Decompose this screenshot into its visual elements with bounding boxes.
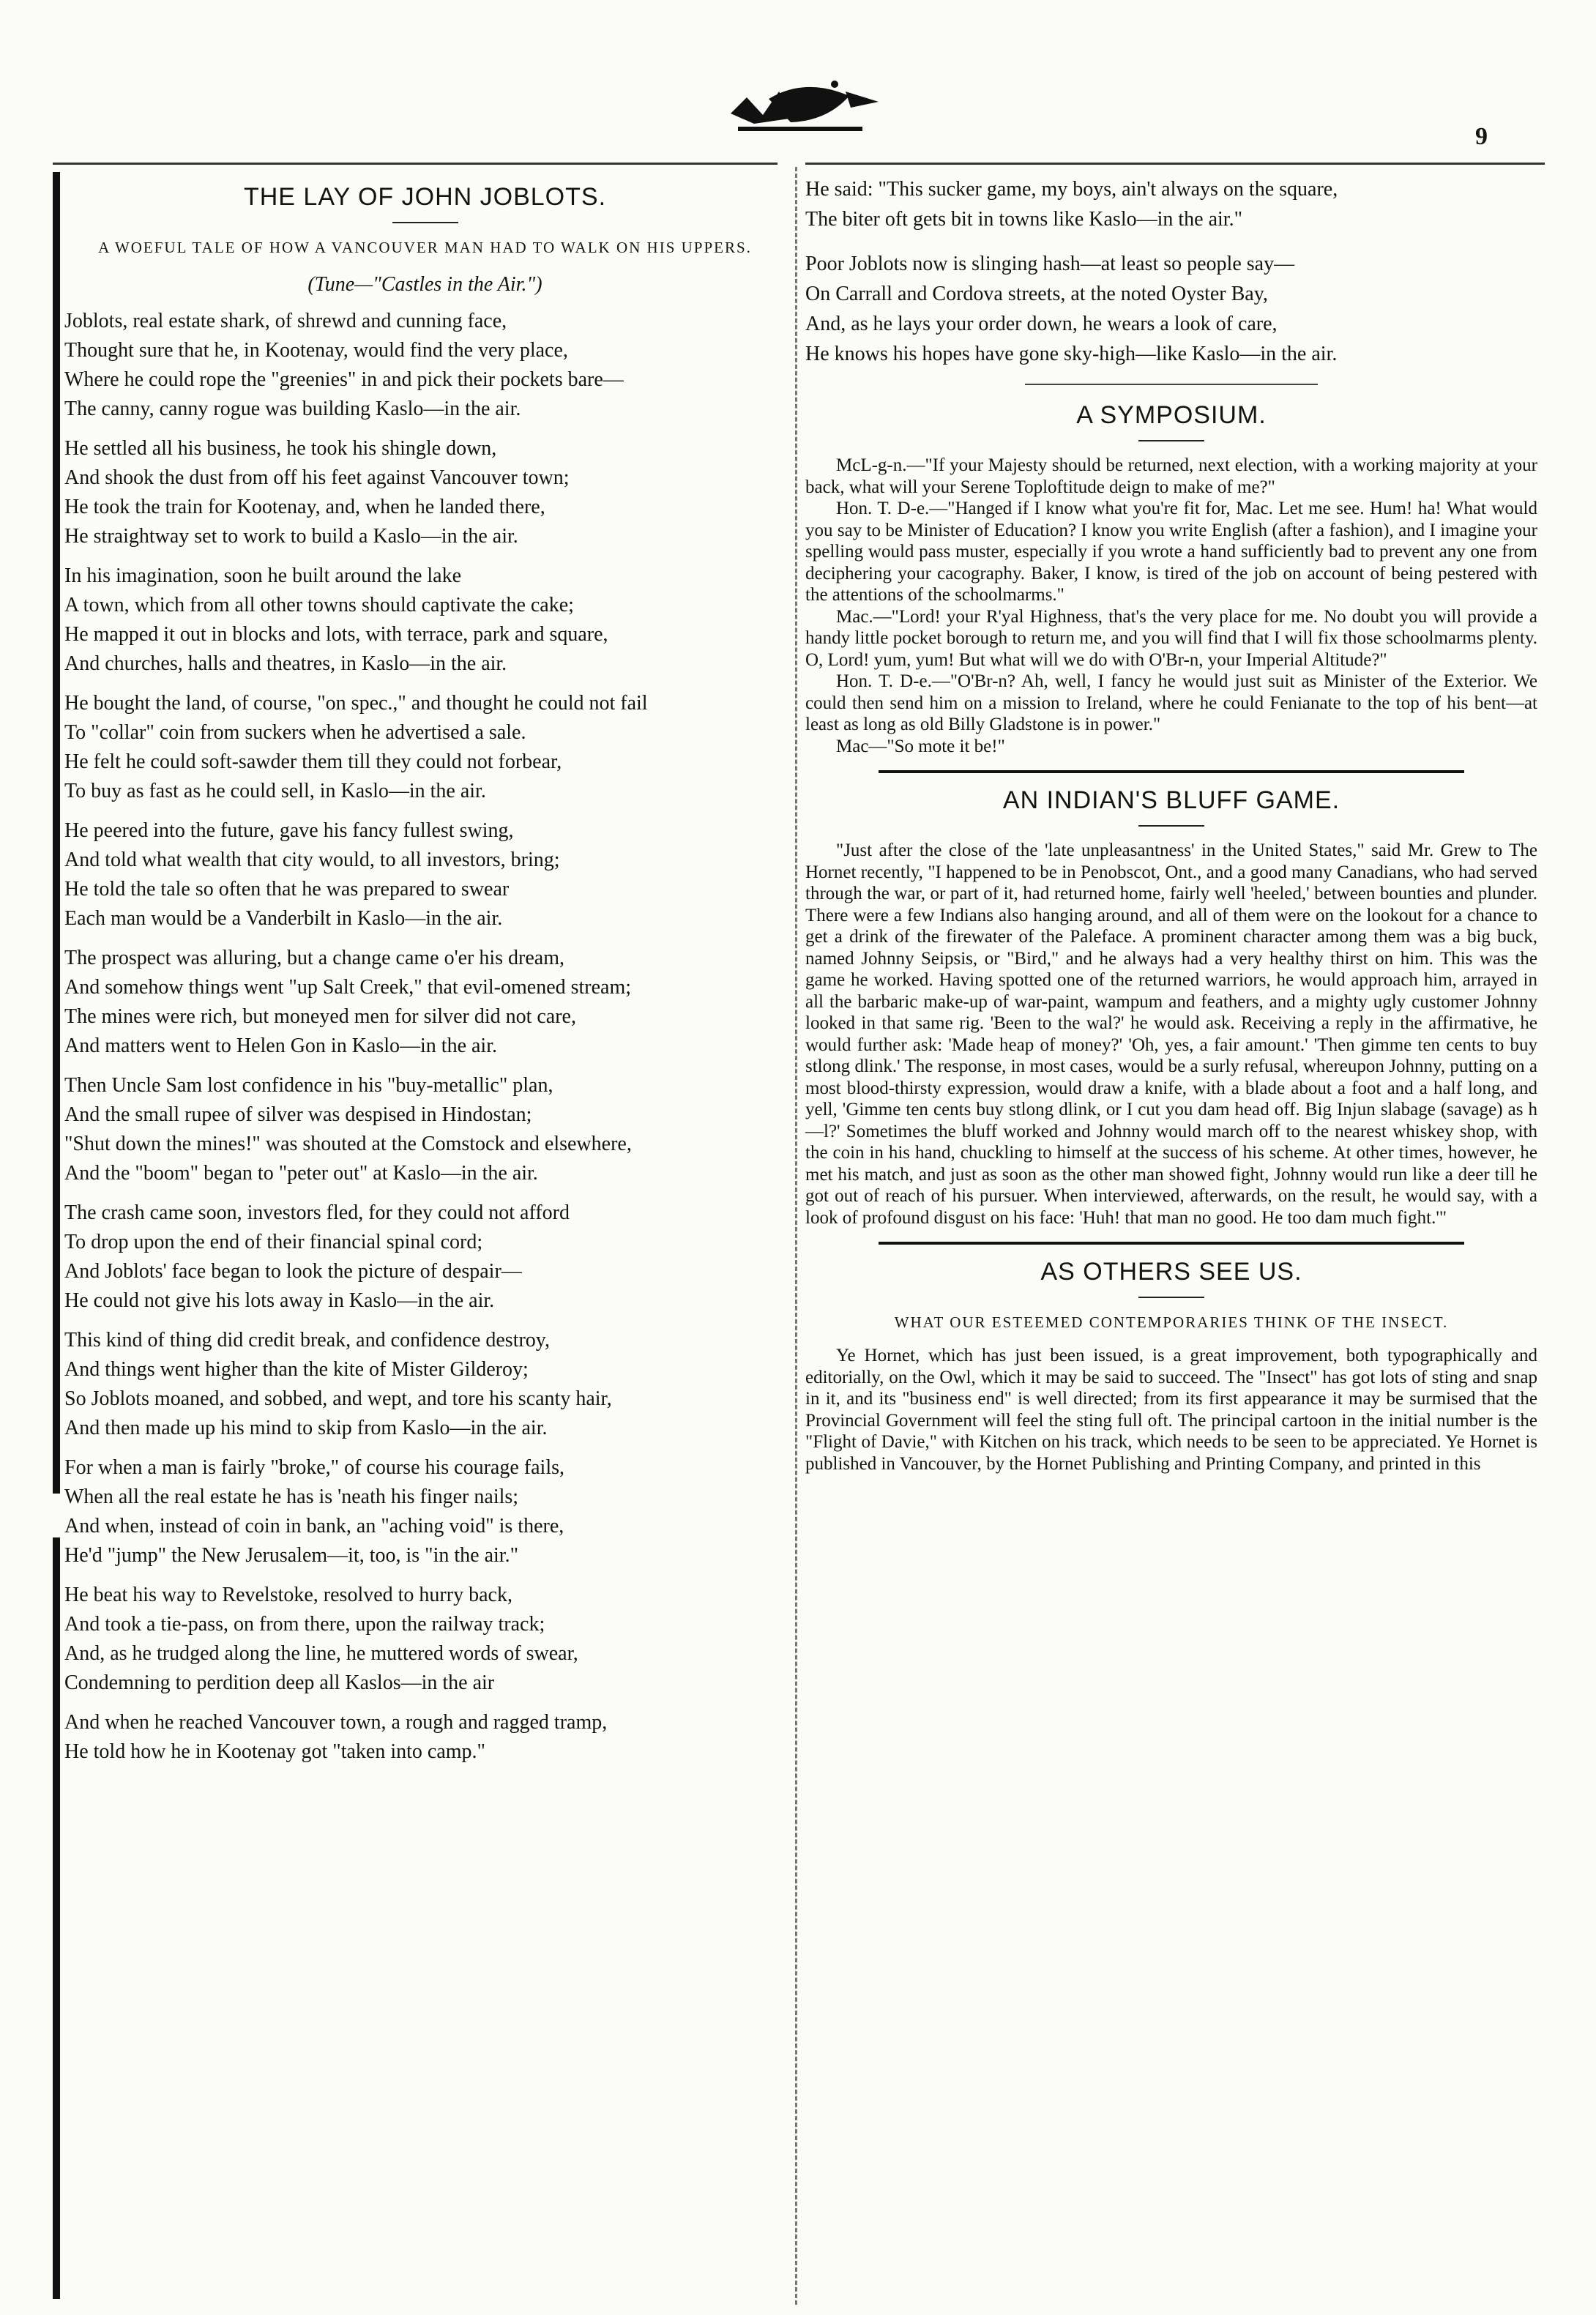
verse-line: He felt he could soft-sawder them till they could not forbear, xyxy=(64,750,562,773)
poem-stanza xyxy=(64,816,786,933)
verse-line: He could not give his lots away in Kaslo—in the air. xyxy=(64,1289,495,1312)
verse-line: And shook the dust from off his feet against Vancouver town; xyxy=(64,466,570,489)
verse-line: And, as he trudged along the line, he muttered words of swear, xyxy=(64,1642,578,1665)
verse-line: And told what wealth that city would, to all investors, bring; xyxy=(64,849,560,871)
poem-stanza xyxy=(64,1326,786,1443)
verse-line: This kind of thing did credit break, and confidence destroy, xyxy=(64,1329,550,1352)
section-rule xyxy=(1025,384,1318,385)
poem-stanza xyxy=(64,434,786,551)
verse-line: He told how he in Kootenay got "taken into camp." xyxy=(64,1740,485,1763)
right-column xyxy=(805,174,1537,1475)
verse-line: When all the real estate he has is 'neath his finger nails; xyxy=(64,1485,519,1508)
poem-continuation-stanza xyxy=(805,249,1537,369)
verse-line: He mapped it out in blocks and lots, with terrace, park and square, xyxy=(64,623,608,646)
poem-body xyxy=(64,307,786,1767)
verse-line: "Shut down the mines!" was shouted at the Comstock and elsewhere, xyxy=(64,1133,632,1155)
poem-stanza xyxy=(64,1581,786,1698)
verse-line: He said: "This sucker game, my boys, ain't always on the square, xyxy=(805,178,1338,201)
verse-line: The mines were rich, but moneyed men for silver did not care, xyxy=(64,1005,576,1028)
verse-line: And, as he lays your order down, he wears a look of care, xyxy=(805,313,1278,335)
paragraph: Mac.—"Lord! your R'yal Highness, that's the very place for me. No doubt you will provide a handy little pocket borough to return me, and you will find that I will fix those schoolmarms plenty. O, Lord! yum, yum! But what will we do with O'Br-n, your Imperial Altitude?" xyxy=(805,606,1537,670)
verse-line: So Joblots moaned, and sobbed, and wept, and tore his scanty hair, xyxy=(64,1387,612,1410)
verse-line: To "collar" coin from suckers when he advertised a sale. xyxy=(64,721,526,744)
section-rule-heavy xyxy=(879,770,1464,773)
verse-line: And when he reached Vancouver town, a rough and ragged tramp, xyxy=(64,1711,608,1734)
poem-stanza xyxy=(64,1198,786,1316)
verse-line: To drop upon the end of their financial spinal cord; xyxy=(64,1231,483,1253)
verse-line: He knows his hopes have gone sky-high—like Kaslo—in the air. xyxy=(805,343,1338,365)
paragraph: Hon. T. D-e.—"O'Br-n? Ah, well, I fancy he would just suit as Minister of the Exterior. We could then send him on a mission to Ireland, where he could Fenianate to the top of his bent—at least as long as old Billy Gladstone is in power." xyxy=(805,671,1537,734)
verse-line: Then Uncle Sam lost confidence in his "buy-metallic" plan, xyxy=(64,1074,553,1097)
verse-line: The crash came soon, investors fled, for they could not afford xyxy=(64,1201,570,1224)
poem-subtitle: A WOEFUL TALE OF HOW A VANCOUVER MAN HAD TO WALK ON HIS UPPERS. xyxy=(98,239,752,256)
verse-line: A town, which from all other towns should captivate the cake; xyxy=(64,594,574,616)
poem-stanza xyxy=(64,944,786,1061)
indian-title: AN INDIAN'S BLUFF GAME. xyxy=(1002,786,1340,814)
top-rule-right xyxy=(805,163,1545,165)
verse-line: Joblots, real estate shark, of shrewd and cunning face, xyxy=(64,310,507,332)
verse-line: He'd "jump" the New Jerusalem—it, too, is "in the air." xyxy=(64,1544,518,1567)
verse-line: And when, instead of coin in bank, an "aching void" is there, xyxy=(64,1515,564,1537)
symposium-body xyxy=(805,455,1537,757)
verse-line: The canny, canny rogue was building Kaslo—in the air. xyxy=(64,398,521,420)
verse-line: He settled all his business, he took his shingle down, xyxy=(64,437,497,460)
paragraph: "Just after the close of the 'late unpleasantness' in the United States," said Mr. Grew to The Hornet recently, "I happened to be in Penobscot, Ont., and a good many Canadians, who had served through the war, or part of it, had returned home, fairly well 'heeled,' between bounties and plunder. There were a few Indians also hanging around, and all of them were on the lookout for a chance to get a drink of the firewater of the Paleface. A prominent character among them was a big buck, named Johnny Seipsis, or "Bird," and he always had a very healthy thirst on him. This was the game he worked. Having spotted one of the returned warriors, he would approach him, arrayed in all the barbaric make-up of war-paint, wampum and feathers, and a mighty ugly customer Johnny looked in that same rig. 'Been to the wal?' he would ask. Receiving a reply in the affirmative, he would further ask: 'Made heap of money?' 'Oh, yes, a fair amount.' 'Then gimme ten cents to buy stlong dlink.' The response, in most cases, would be a surly refusal, whereupon Johnny, putting on a most blood-thirsty expression, would draw a knife, with a blade about a foot and a half long, and yell, 'Gimme ten cents buy stlong dlink, or I cut you dam head off. Big Injun slabage (savage) as h—l?' Sometimes the bluff worked and Johnny would march off to the nearest whiskey shop, with the coin in his hand, chuckling to himself at the success of his scheme. At other times, however, he met his match, and just as soon as the other man showed fight, Johnny would run like a deer till he got out of reach of his pursuer. When interviewed, afterwards, on the result, he would say, with a look of profound disgust on his face: 'Huh! that man no good. He too dam much fight.'" xyxy=(805,840,1537,1228)
verse-line: He peered into the future, gave his fancy fullest swing, xyxy=(64,819,514,842)
title-rule xyxy=(392,222,458,223)
verse-line: The biter oft gets bit in towns like Kaslo—in the air." xyxy=(805,208,1242,231)
poem-stanza xyxy=(64,1071,786,1188)
poem-stanza xyxy=(64,562,786,679)
verse-line: Poor Joblots now is slinging hash—at least so people say— xyxy=(805,253,1295,275)
verse-line: Each man would be a Vanderbilt in Kaslo—in the air. xyxy=(64,907,503,930)
left-column xyxy=(64,174,786,1777)
verse-line: And somehow things went "up Salt Creek," that evil-omened stream; xyxy=(64,976,632,999)
verse-line: And then made up his mind to skip from Kaslo—in the air. xyxy=(64,1417,548,1439)
section-rule-heavy-2 xyxy=(879,1242,1464,1245)
verse-line: Condemning to perdition deep all Kaslos—in the air xyxy=(64,1671,495,1694)
verse-line: In his imagination, soon he built around the lake xyxy=(64,564,462,587)
verse-line: And the small rupee of silver was despised in Hindostan; xyxy=(64,1103,532,1126)
poem-stanza xyxy=(64,1453,786,1570)
page-number: 9 xyxy=(1475,123,1488,150)
left-margin-bar-lower xyxy=(53,1537,60,2299)
verse-line: And took a tie-pass, on from there, upon the railway track; xyxy=(64,1613,545,1636)
verse-line: He bought the land, of course, "on spec.," and thought he could not fail xyxy=(64,692,648,715)
indian-rule xyxy=(1138,825,1204,827)
column-divider xyxy=(795,167,797,2305)
others-title: AS OTHERS SEE US. xyxy=(1040,1258,1302,1286)
indian-body xyxy=(805,840,1537,1229)
paragraph: Ye Hornet, which has just been issued, is a great improvement, both typographically and editorially, on the Owl, which it may be said to succeed. The "Insect" has got lots of sting and snap in it, and its "business end" is well directed; from its first appearance it may be surmised that the Provincial Government will feel the sting full oft. The principal cartoon in the initial number is the "Flight of Davie," with Kitchen on his track, which needs to be seen to be appreciated. Ye Hornet is published in Vancouver, by the Hornet Publishing and Printing Company, and printed in this xyxy=(805,1346,1537,1474)
poem-continuation xyxy=(805,174,1537,234)
symposium-rule xyxy=(1138,440,1204,441)
verse-line: He straightway set to work to build a Kaslo—in the air. xyxy=(64,525,518,548)
verse-line: For when a man is fairly "broke," of course his courage fails, xyxy=(64,1456,564,1479)
poem-stanza xyxy=(64,689,786,806)
verse-line: And churches, halls and theatres, in Kaslo—in the air. xyxy=(64,652,507,675)
others-body xyxy=(805,1345,1537,1475)
verse-line: Thought sure that he, in Kootenay, would find the very place, xyxy=(64,339,568,362)
verse-line: On Carrall and Cordova streets, at the noted Oyster Bay, xyxy=(805,283,1268,305)
verse-line: To buy as fast as he could sell, in Kaslo—in the air. xyxy=(64,780,486,802)
paragraph: McL-g-n.—"If your Majesty should be returned, next election, with a working majority at your back, what will your Serene Toploftitude deign to make of me?" xyxy=(805,455,1537,497)
others-subtitle: WHAT OUR ESTEEMED CONTEMPORARIES THINK OF THE INSECT. xyxy=(894,1313,1449,1331)
symposium-title: A SYMPOSIUM. xyxy=(1076,401,1267,429)
verse-line: And things went higher than the kite of Mister Gilderoy; xyxy=(64,1358,529,1381)
poem-tune: (Tune—"Castles in the Air.") xyxy=(307,273,542,296)
verse-line: And the "boom" began to "peter out" at Kaslo—in the air. xyxy=(64,1162,538,1185)
verse-line: He beat his way to Revelstoke, resolved to hurry back, xyxy=(64,1584,512,1606)
verse-line: And matters went to Helen Gon in Kaslo—in the air. xyxy=(64,1035,497,1057)
paragraph: Hon. T. D-e.—"Hanged if I know what you're fit for, Mac. Let me see. Hum! ha! What would you say to be Minister of Education? I know you write English (after a fashion), and I imagine your spelling would pass muster, especially if you wrote a hand sufficiently bad to prevent any one from deciphering your cacography. Baker, I know, is tired of the job on account of being pestered with the attentions of the schoolmarms." xyxy=(805,499,1537,605)
poem-stanza xyxy=(64,1708,786,1767)
verse-line: He told the tale so often that he was prepared to swear xyxy=(64,878,510,901)
poem-title: THE LAY OF JOHN JOBLOTS. xyxy=(243,183,607,211)
verse-line: Where he could rope the "greenies" in and pick their pockets bare— xyxy=(64,368,624,391)
paragraph: Mac—"So mote it be!" xyxy=(836,736,1005,756)
hornet-logo xyxy=(725,70,886,143)
poem-stanza xyxy=(64,307,786,424)
verse-line: He took the train for Kootenay, and, when he landed there, xyxy=(64,496,545,518)
top-rule-left xyxy=(53,163,778,165)
verse-line: The prospect was alluring, but a change came o'er his dream, xyxy=(64,947,565,969)
verse-line: And Joblots' face began to look the picture of despair— xyxy=(64,1260,522,1283)
others-rule xyxy=(1138,1297,1204,1298)
left-margin-bar xyxy=(53,172,60,1494)
